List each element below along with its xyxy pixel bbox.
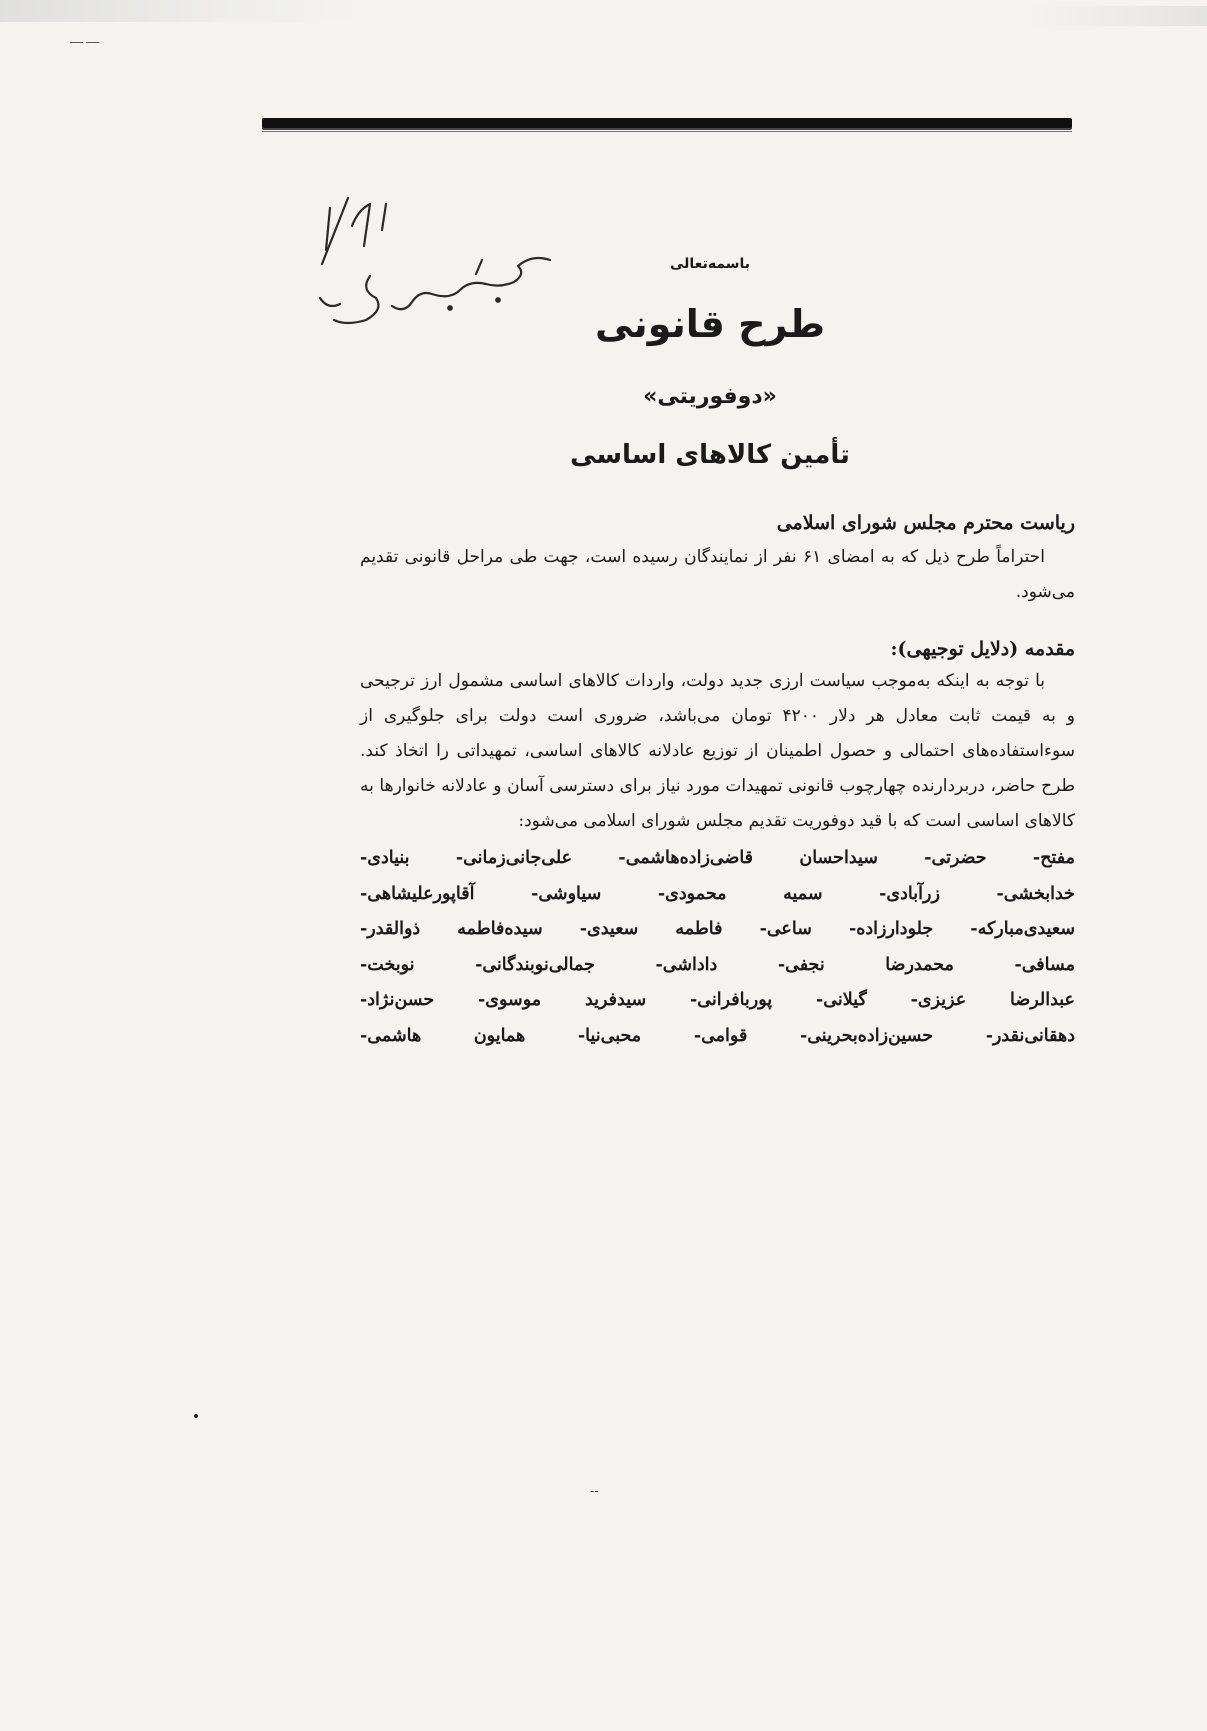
preamble-heading: مقدمه (دلایل توجیهی): [890,638,1075,660]
signer-line: مسافی- محمدرضا نجفی- داداشی- جمالی‌نوبندگانی- نوبخت- [360,954,1075,975]
intro-paragraph: احتراماً طرح ذیل که به امضای ۶۱ نفر از نمایندگان رسیده است، جهت طی مراحل قانونی تقدیم می‌شود. [360,547,1075,602]
handwritten-word-stroke [320,298,340,306]
addressee: ریاست محترم مجلس شورای اسلامی [776,512,1075,534]
document-title: طرح قانونی [594,302,825,346]
signer-line: دهقانی‌نقدر- حسین‌زاده‌بحرینی- قوامی- محبی‌نیا- همایون هاشمی- [360,1025,1075,1046]
preamble-paragraph: با توجه به اینکه به‌موجب سیاست ارزی جدید دولت، واردات کالاهای اساسی مشمول ارز ترجیحی و به قیمت ثابت معادل هر دلار ۴۲۰۰ تومان می‌باشد، ضروری است دولت برای جلوگیری از سوءاستفاده‌های احتمالی و حصول اطمینان از توزیع عادلانه کالاهای اساسی، تمهیداتی را اتخاذ کند. طرح حاضر، دربردارنده چهارچوب قانونی تمهیدات مورد نیاز برای دسترسی آسان و عادلانه خانوارها به کالاهای اساسی است که با قید دوفوریت تقدیم مجلس شورای اسلامی می‌شود: [360,671,1075,831]
scan-smudge-top-left [0,0,360,22]
handwritten-number-stroke [322,198,348,264]
page-mark: -- [590,1484,599,1498]
handwritten-number-stroke [382,204,386,230]
invocation-heading: باسمه‌تعالی [670,256,750,272]
handwritten-number-stroke [352,204,370,246]
bill-title: تأمین کالاهای اساسی [570,440,850,470]
header-rule [262,118,1072,128]
header-rule-thin [262,131,1072,132]
document-body [360,512,1075,1054]
signer-line: مفتح- حضرتی- سیداحسان قاضی‌زاده‌هاشمی- علی‌جانی‌زمانی- بنیادی- [360,848,1075,868]
corner-mark: ـــــ ـــــ [70,36,100,46]
document-subtitle: «دوفوریتی» [643,384,777,409]
scan-dot [194,1414,198,1418]
signer-line: خدابخشی- زرآبادی- سمیه محمودی- سیاوشی- آقاپورعلیشاهی- [360,883,1075,904]
signers-list [360,841,1075,1054]
signer-line: سعیدی‌مبارکه- جلودارزاده- ساعی- فاطمه سعیدی- سیده‌فاطمه ذوالقدر- [360,919,1075,939]
signer-line: عبدالرضا عزیزی- گیلانی- پوربافرانی- سیدفرید موسوی- حسن‌نژاد- [360,990,1075,1010]
scan-smudge-top-right [1027,6,1207,26]
